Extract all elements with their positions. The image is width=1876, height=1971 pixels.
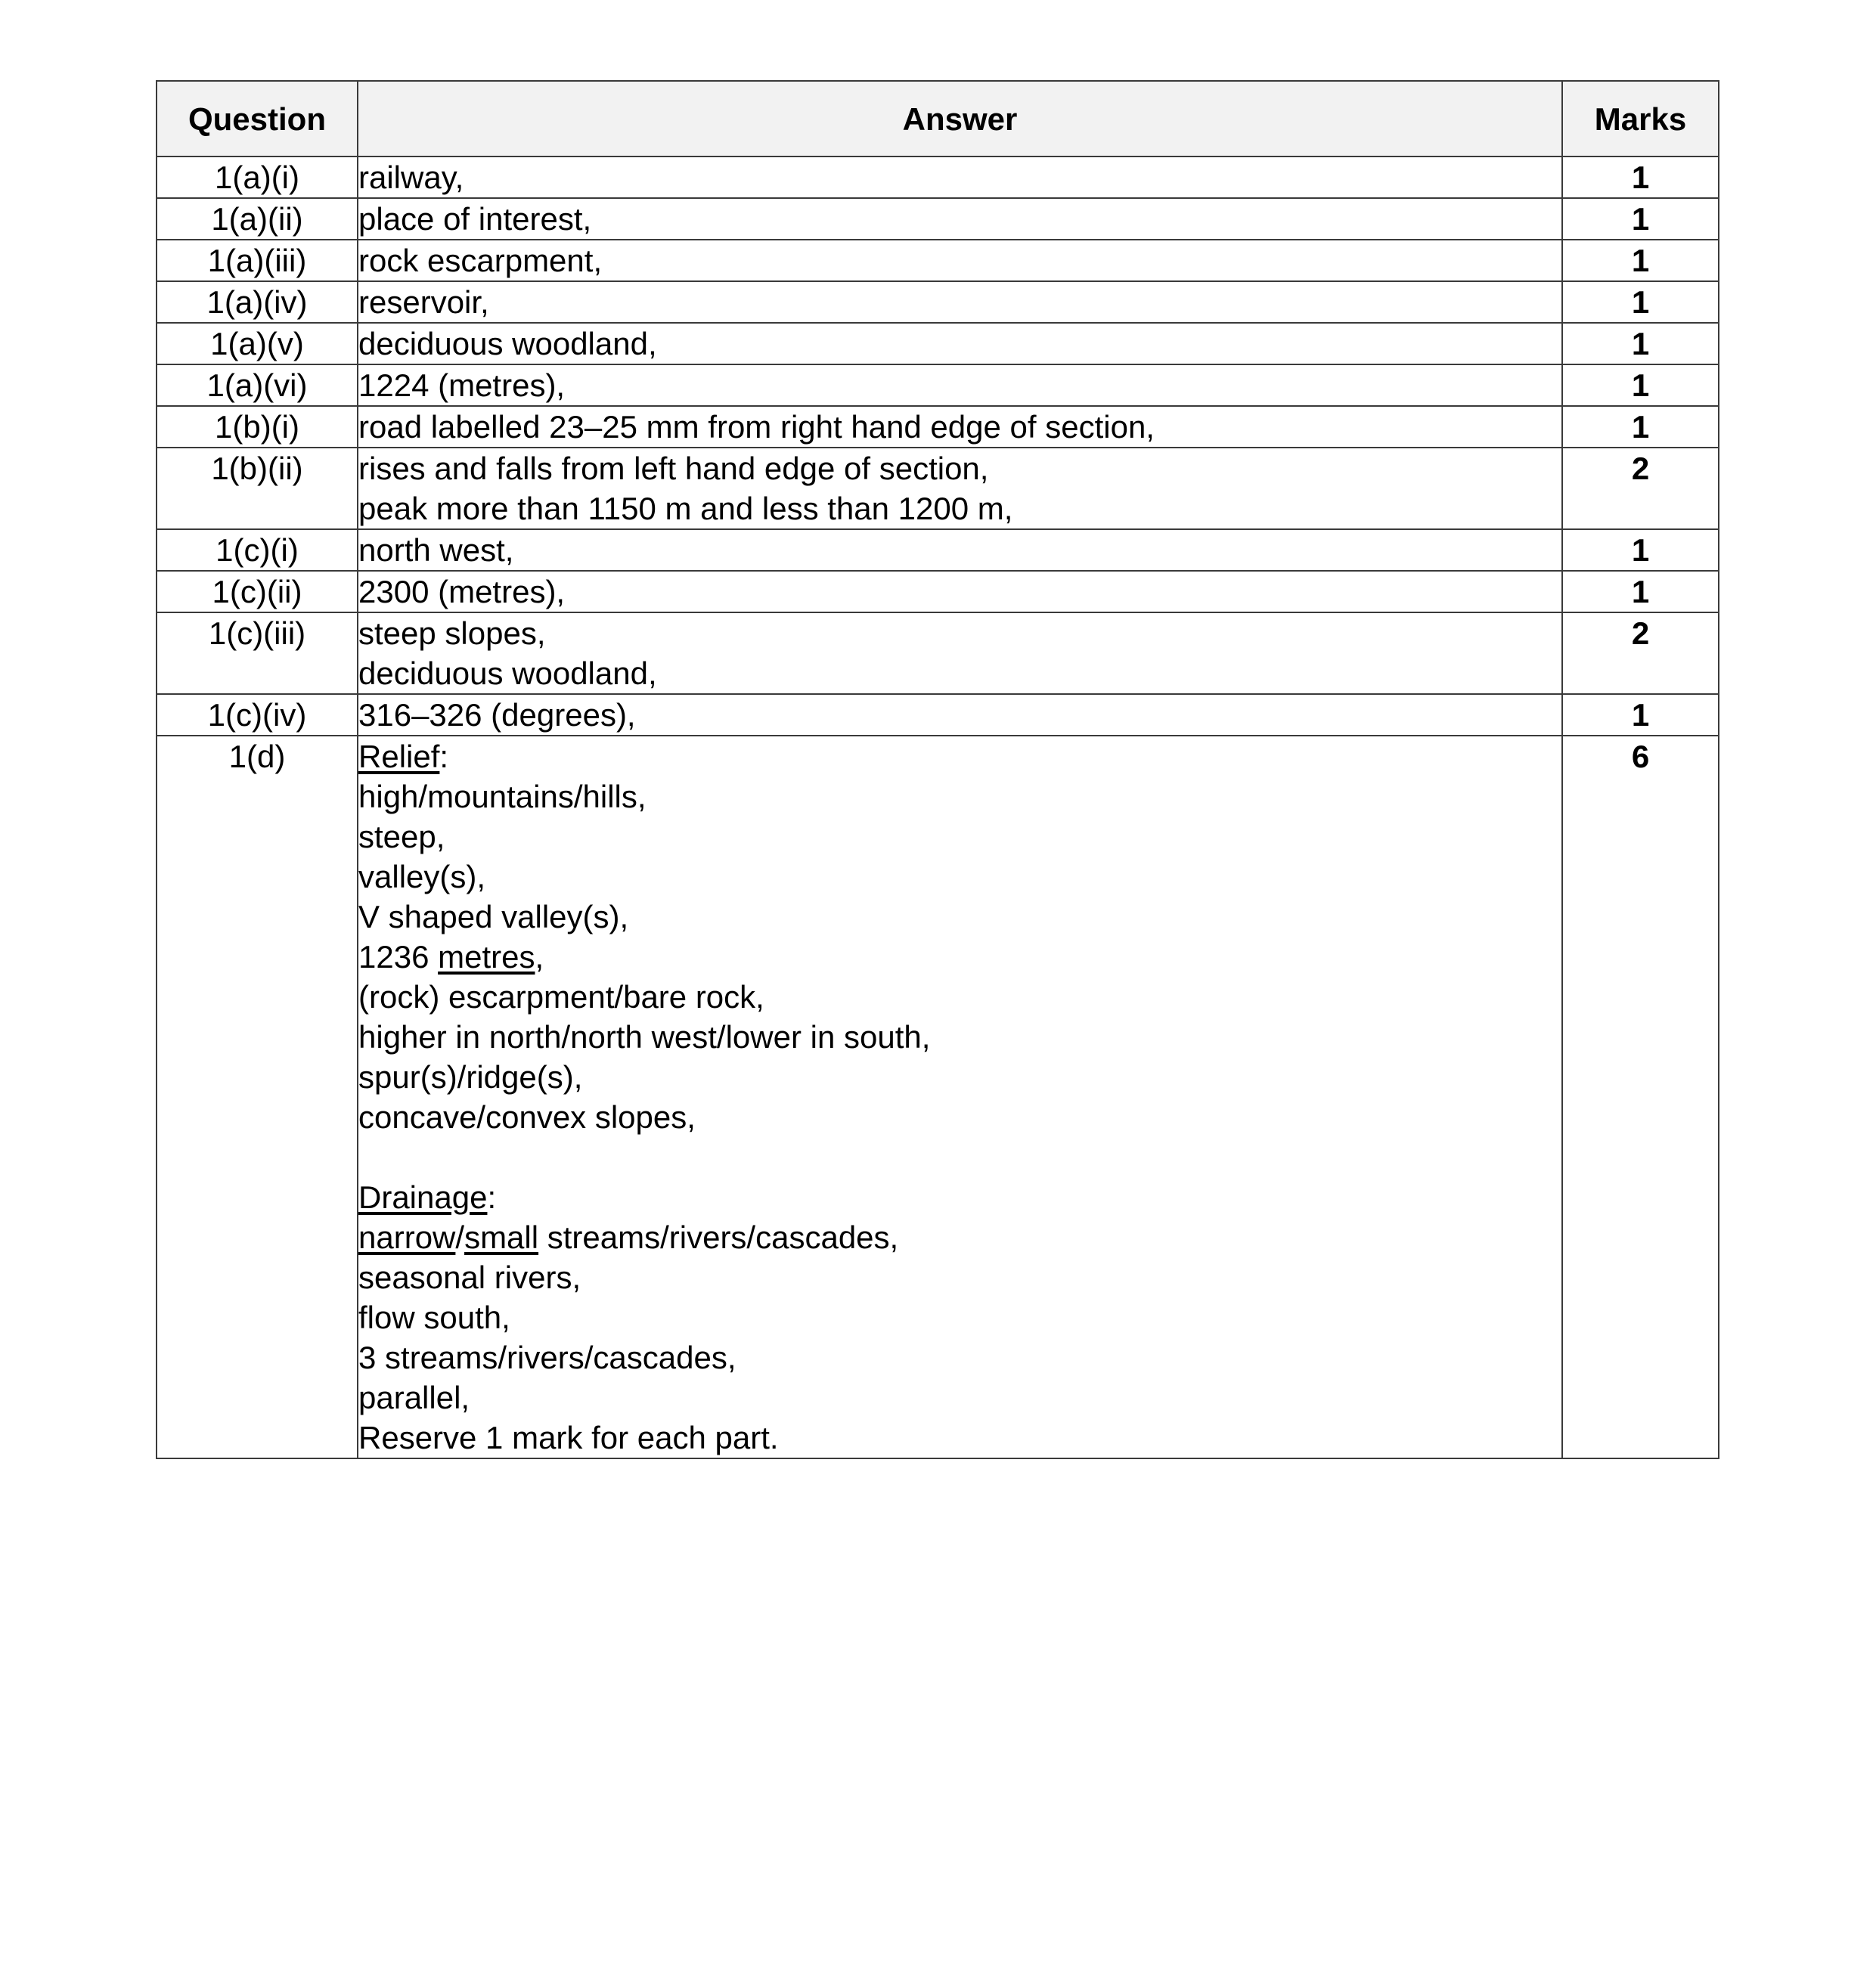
answer-cell xyxy=(358,364,1562,406)
question-cell: 1(c)(iii) xyxy=(157,612,358,694)
marks-cell: 1 xyxy=(1562,157,1719,198)
answer-line: concave/convex slopes, xyxy=(358,1099,696,1135)
relief-colon: : xyxy=(439,739,449,774)
answer-cell xyxy=(358,571,1562,612)
answer-cell xyxy=(358,198,1562,240)
question-cell: 1(b)(i) xyxy=(157,406,358,448)
answer-line: V shaped valley(s), xyxy=(358,899,629,934)
answer-line: peak more than 1150 m and less than 1200 m, xyxy=(358,491,1013,526)
metres-word: metres xyxy=(438,939,535,975)
drainage-colon: : xyxy=(487,1179,497,1215)
answer-line: 2300 (metres), xyxy=(358,574,566,609)
answer-cell xyxy=(358,281,1562,323)
relief-heading-line xyxy=(358,736,1561,776)
streams-line xyxy=(358,1217,1561,1257)
answer-cell xyxy=(358,736,1562,1458)
table-row xyxy=(157,323,1719,364)
marks-cell: 2 xyxy=(1562,612,1719,694)
answer-line: higher in north/north west/lower in south, xyxy=(358,1019,931,1055)
answer-cell xyxy=(358,406,1562,448)
question-cell: 1(a)(v) xyxy=(157,323,358,364)
marks-cell: 1 xyxy=(1562,571,1719,612)
marks-cell: 6 xyxy=(1562,736,1719,1458)
question-cell: 1(b)(ii) xyxy=(157,448,358,529)
table-row xyxy=(157,529,1719,571)
answer-line: rises and falls from left hand edge of section, xyxy=(358,451,989,486)
table-row xyxy=(157,364,1719,406)
table-body xyxy=(157,157,1719,1458)
marks-cell: 1 xyxy=(1562,529,1719,571)
metres-suffix: , xyxy=(535,939,544,975)
question-cell: 1(c)(iv) xyxy=(157,694,358,736)
marks-cell: 1 xyxy=(1562,406,1719,448)
question-cell: 1(a)(vi) xyxy=(157,364,358,406)
answer-cell xyxy=(358,323,1562,364)
question-cell: 1(d) xyxy=(157,736,358,1458)
table-row xyxy=(157,612,1719,694)
answer-cell xyxy=(358,529,1562,571)
answer-line: 1224 (metres), xyxy=(358,367,566,403)
answer-line: flow south, xyxy=(358,1300,510,1335)
section-gap xyxy=(358,1137,1561,1177)
marks-cell: 1 xyxy=(1562,694,1719,736)
marks-cell: 1 xyxy=(1562,198,1719,240)
answer-line: reservoir, xyxy=(358,284,489,320)
answer-line: high/mountains/hills, xyxy=(358,779,647,814)
question-cell: 1(c)(ii) xyxy=(157,571,358,612)
metres-line xyxy=(358,937,1561,977)
table-row-1d xyxy=(157,736,1719,1458)
table-row xyxy=(157,157,1719,198)
answer-line: deciduous woodland, xyxy=(358,326,657,361)
answer-line: deciduous woodland, xyxy=(358,655,657,691)
answer-line: steep slopes, xyxy=(358,615,546,651)
question-cell: 1(a)(ii) xyxy=(157,198,358,240)
answer-line: road labelled 23–25 mm from right hand edge of section, xyxy=(358,409,1155,445)
answer-cell xyxy=(358,448,1562,529)
answer-line: 3 streams/rivers/cascades, xyxy=(358,1340,736,1375)
table-row xyxy=(157,694,1719,736)
answer-cell xyxy=(358,612,1562,694)
answer-line: rock escarpment, xyxy=(358,243,603,278)
marks-cell: 2 xyxy=(1562,448,1719,529)
metres-prefix: 1236 xyxy=(358,939,439,975)
answer-line: railway, xyxy=(358,160,464,195)
answer-line: valley(s), xyxy=(358,859,486,894)
marks-header: Marks xyxy=(1562,81,1719,157)
streams-suffix: streams/rivers/cascades, xyxy=(538,1219,899,1255)
marks-cell: 1 xyxy=(1562,364,1719,406)
table-row xyxy=(157,240,1719,281)
answer-cell xyxy=(358,240,1562,281)
answer-line: parallel, xyxy=(358,1380,470,1415)
question-header: Question xyxy=(157,81,358,157)
question-cell: 1(a)(iii) xyxy=(157,240,358,281)
question-cell: 1(a)(iv) xyxy=(157,281,358,323)
marks-cell: 1 xyxy=(1562,323,1719,364)
question-cell: 1(a)(i) xyxy=(157,157,358,198)
relief-heading: Relief xyxy=(358,739,440,774)
header-row xyxy=(157,81,1719,157)
answer-line: (rock) escarpment/bare rock, xyxy=(358,979,764,1015)
slash: / xyxy=(455,1219,465,1255)
table-row xyxy=(157,448,1719,529)
drainage-heading: Drainage xyxy=(358,1179,488,1215)
table-row xyxy=(157,198,1719,240)
marks-cell: 1 xyxy=(1562,240,1719,281)
answer-cell xyxy=(358,694,1562,736)
narrow-word: narrow xyxy=(358,1219,456,1255)
answer-line: 316–326 (degrees), xyxy=(358,697,636,733)
small-word: small xyxy=(464,1219,539,1255)
table-row xyxy=(157,406,1719,448)
answer-header: Answer xyxy=(358,81,1562,157)
answer-cell xyxy=(358,157,1562,198)
answer-line: spur(s)/ridge(s), xyxy=(358,1059,583,1095)
marks-cell: 1 xyxy=(1562,281,1719,323)
answer-line: Reserve 1 mark for each part. xyxy=(358,1420,779,1455)
table-row xyxy=(157,281,1719,323)
answer-line: north west, xyxy=(358,532,514,568)
mark-scheme-table xyxy=(156,80,1719,1459)
table-row xyxy=(157,571,1719,612)
answer-line: steep, xyxy=(358,819,445,854)
answer-line: place of interest, xyxy=(358,201,592,237)
question-cell: 1(c)(i) xyxy=(157,529,358,571)
drainage-heading-line xyxy=(358,1177,1561,1217)
answer-line: seasonal rivers, xyxy=(358,1260,581,1295)
